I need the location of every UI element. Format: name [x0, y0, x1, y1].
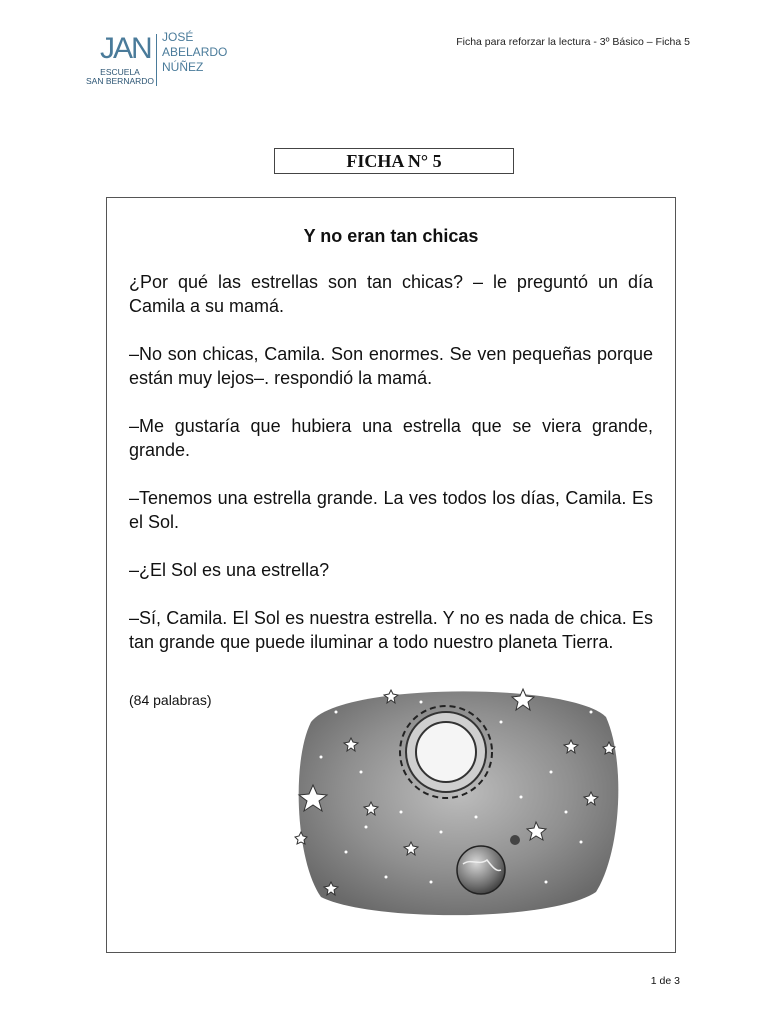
logo-mark: JAN [100, 32, 151, 65]
paragraph: –No son chicas, Camila. Son enormes. Se ven pequeñas porque están muy lejos–. respondió la mamá. [129, 344, 653, 388]
page-title: FICHA N° 5 [274, 148, 514, 174]
logo-divider [156, 34, 157, 86]
logo-person-name [162, 30, 227, 75]
logo-name-line1: JOSÉ [162, 30, 194, 44]
reading-frame [106, 197, 676, 953]
paragraph: –Sí, Camila. El Sol es nuestra estrella. Y no es nada de chica. Es tan grande que puede iluminar a todo nuestro planeta Tierra. [129, 608, 653, 652]
paragraph: ¿Por qué las estrellas son tan chicas? – le preguntó un día Camila a su mamá. [129, 272, 653, 316]
story-body [129, 270, 653, 678]
paragraph: –Me gustaría que hubiera una estrella que se viera grande, grande. [129, 416, 653, 460]
logo-school-name [86, 68, 154, 86]
story-title: Y no eran tan chicas [303, 226, 479, 246]
word-count: (84 palabras) [129, 692, 212, 708]
school-logo [86, 28, 246, 92]
header-caption: Ficha para reforzar la lectura - 3º Básico – Ficha 5 [456, 36, 690, 48]
logo-name-line2: ABELARDO [162, 45, 228, 59]
logo-school-line1: ESCUELA [100, 67, 140, 77]
space-sun-earth-illustration [291, 682, 621, 916]
paragraph: –Tenemos una estrella grande. La ves todos los días, Camila. Es el Sol. [129, 488, 653, 532]
paragraph: –¿El Sol es una estrella? [129, 560, 330, 580]
logo-school-line2: SAN BERNARDO [86, 76, 155, 86]
page-number: 1 de 3 [650, 975, 680, 987]
logo-name-line3: NÚÑEZ [162, 60, 204, 74]
